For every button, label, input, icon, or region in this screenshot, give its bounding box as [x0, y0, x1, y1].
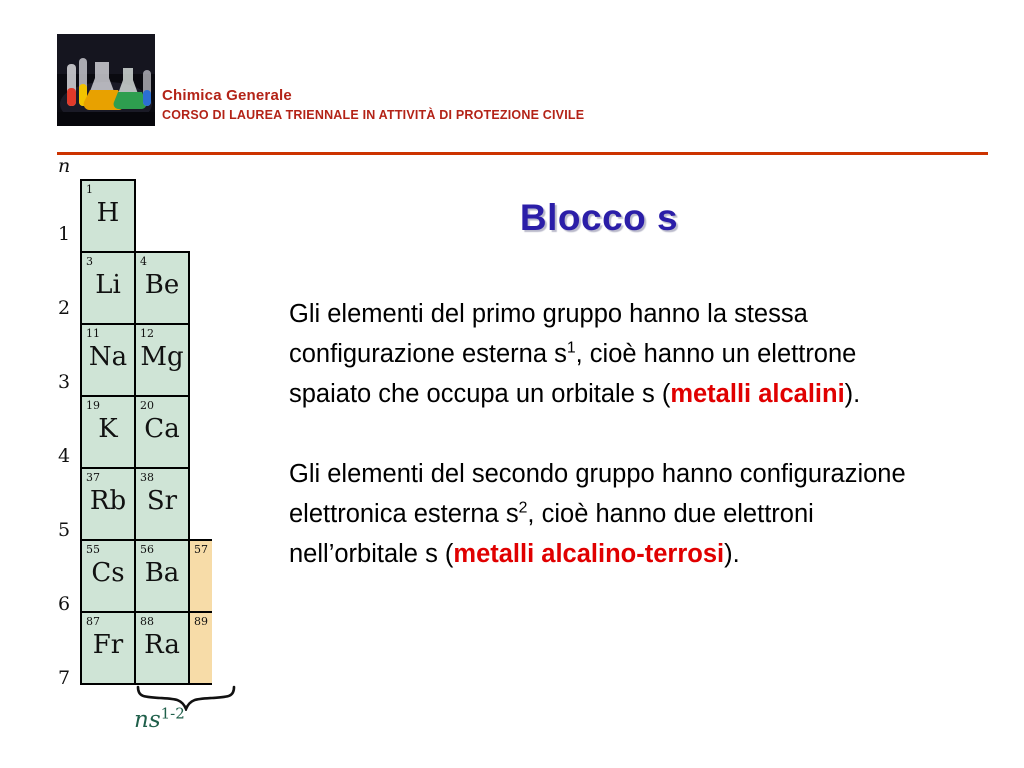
element-cell-mg [134, 323, 190, 397]
element-symbol: Na [88, 342, 128, 372]
page-title: Blocco s [519, 197, 679, 238]
element-symbol: Rb [89, 486, 127, 516]
p2-part1: Gli elementi del secondo gruppo hanno configurazione elettronica esterna s [289, 460, 906, 528]
atomic-number: 55 [86, 543, 100, 556]
p1-part3: ). [844, 380, 861, 408]
quantum-number-label: n [58, 155, 71, 177]
element-symbol: Cs [91, 558, 125, 588]
period-number: 1 [57, 223, 71, 245]
element-cell-cs [80, 539, 136, 613]
paragraph-second-group [289, 454, 909, 574]
period-number: 7 [57, 667, 71, 689]
element-symbol: Ba [144, 558, 180, 588]
element-symbol: H [96, 198, 120, 228]
atomic-number: 11 [86, 327, 100, 340]
chemistry-lab-logo [57, 34, 155, 126]
element-cell-rb [80, 467, 136, 541]
period-number: 4 [57, 445, 71, 467]
element-cell [188, 539, 212, 613]
course-subtitle: CORSO DI LAUREA TRIENNALE IN ATTIVITÀ DI PROTEZIONE CIVILE [162, 108, 585, 122]
atomic-number: 37 [86, 471, 100, 484]
slide-body [289, 294, 909, 574]
slide-header [57, 34, 987, 144]
atomic-number: 57 [194, 543, 208, 556]
ns-text: ns [134, 707, 161, 733]
element-symbol: Sr [146, 486, 178, 516]
ns-superscript: 1-2 [160, 704, 185, 723]
paragraph-spacer [289, 414, 909, 454]
atomic-number: 19 [86, 399, 100, 412]
period-number: 6 [57, 593, 71, 615]
s-block-periodic-table-figure [50, 155, 280, 735]
atomic-number: 20 [140, 399, 154, 412]
period-number-column [50, 197, 78, 715]
element-cell-h [80, 179, 136, 253]
atomic-number: 87 [86, 615, 100, 628]
element-cell-fr [80, 611, 136, 685]
element-symbol: Mg [140, 342, 184, 372]
atomic-number: 12 [140, 327, 154, 340]
p2-highlight: metalli alcalino-terrosi [453, 540, 725, 568]
p1-part2: , cioè hanno un elettrone spaiato che occupa un orbitale s ( [289, 340, 857, 408]
period-number: 2 [57, 297, 71, 319]
period-number: 3 [57, 371, 71, 393]
element-cell-k [80, 395, 136, 469]
p2-part3: ). [724, 540, 740, 568]
element-cell-ca [134, 395, 190, 469]
element-symbol: Be [144, 270, 180, 300]
p1-sup1: 1 [566, 339, 576, 357]
element-cell-be [134, 251, 190, 325]
element-symbol: K [98, 414, 118, 444]
header-text-block [162, 86, 962, 124]
element-symbol: Ra [144, 630, 180, 660]
atomic-number: 38 [140, 471, 154, 484]
element-cell-sr [134, 467, 190, 541]
element-symbol: Li [95, 270, 121, 300]
p2-part2: , cioè hanno due elettroni nell’orbitale s ( [289, 500, 814, 568]
ns-configuration-label [134, 704, 185, 733]
p1-highlight: metalli alcalini [670, 380, 845, 408]
element-symbol: Ca [144, 414, 180, 444]
atomic-number: 89 [194, 615, 208, 628]
period-number: 5 [57, 519, 71, 541]
element-cell [188, 611, 212, 685]
course-title: Chimica Generale [162, 87, 292, 104]
element-cell-ba [134, 539, 190, 613]
atomic-number: 88 [140, 615, 154, 628]
atomic-number: 3 [86, 255, 93, 268]
element-cell-na [80, 323, 136, 397]
atomic-number: 56 [140, 543, 154, 556]
element-cell-li [80, 251, 136, 325]
element-symbol: Fr [92, 630, 124, 660]
p1-part1: Gli elementi del primo gruppo hanno la stessa configurazione esterna s [289, 300, 808, 368]
atomic-number: 1 [86, 183, 93, 196]
element-cell-ra [134, 611, 190, 685]
atomic-number: 4 [140, 255, 147, 268]
p2-sup1: 2 [518, 499, 528, 517]
paragraph-first-group [289, 294, 909, 414]
